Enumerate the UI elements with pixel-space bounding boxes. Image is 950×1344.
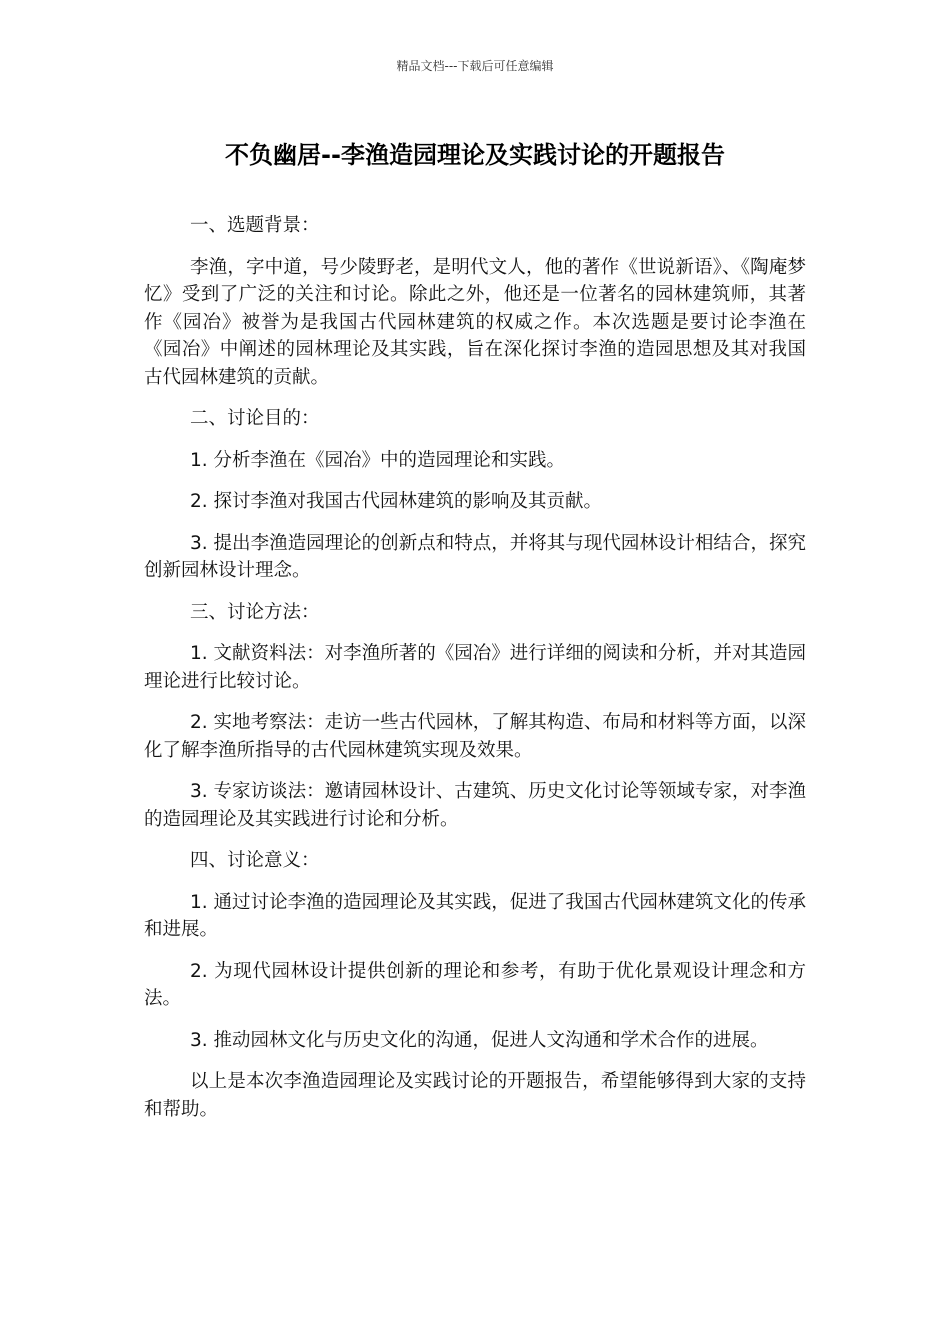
list-item-significance-1: 1. 通过讨论李渔的造园理论及其实践，促进了我国古代园林建筑文化的传承和进展。 xyxy=(144,891,806,940)
section-heading-background: 一、选题背景： xyxy=(190,215,320,236)
paragraph-conclusion: 以上是本次李渔造园理论及实践讨论的开题报告，希望能够得到大家的支持和帮助。 xyxy=(144,1071,806,1120)
list-item-purpose-2: 2. 探讨李渔对我国古代园林建筑的影响及其贡献。 xyxy=(190,491,603,512)
section-heading-purpose: 二、讨论目的： xyxy=(190,408,320,429)
list-item-significance-2: 2. 为现代园林设计提供创新的理论和参考，有助于优化景观设计理念和方法。 xyxy=(144,960,806,1009)
document-title: 不负幽居--李渔造园理论及实践讨论的开题报告 xyxy=(225,141,725,169)
paragraph-background: 李渔，字中道，号少陵野老，是明代文人，他的著作《世说新语》、《陶庵梦忆》受到了广泛的关注和讨论。除此之外，他还是一位著名的园林建筑师，其著作《园冶》被誉为是我国古代园林建筑的权威之作。本次选题是要讨论李渔在《园冶》中阐述的园林理论及其实践，旨在深化探讨李渔的造园思想及其对我国古代园林建筑的贡献。 xyxy=(144,256,806,388)
list-item-method-3: 3. 专家访谈法：邀请园林设计、古建筑、历史文化讨论等领域专家，对李渔的造园理论及其实践进行讨论和分析。 xyxy=(144,781,806,830)
list-item-method-2: 2. 实地考察法：走访一些古代园林，了解其构造、布局和材料等方面，以深化了解李渔所指导的古代园林建筑实现及效果。 xyxy=(144,712,806,761)
section-heading-methods: 三、讨论方法： xyxy=(190,601,320,623)
list-item-purpose-3: 3. 提出李渔造园理论的创新点和特点，并将其与现代园林设计相结合，探究创新园林设计理念。 xyxy=(144,532,806,581)
list-item-method-1: 1. 文献资料法：对李渔所著的《园冶》进行详细的阅读和分析，并对其造园理论进行比较讨论。 xyxy=(144,643,806,692)
page-header: 精品文档---下载后可任意编辑 xyxy=(396,59,554,73)
list-item-purpose-1: 1. 分析李渔在《园冶》中的造园理论和实践。 xyxy=(190,449,566,471)
section-heading-significance: 四、讨论意义： xyxy=(190,850,320,871)
document-body xyxy=(144,212,806,1137)
list-item-significance-3: 3. 推动园林文化与历史文化的沟通，促进人文沟通和学术合作的进展。 xyxy=(190,1029,769,1051)
